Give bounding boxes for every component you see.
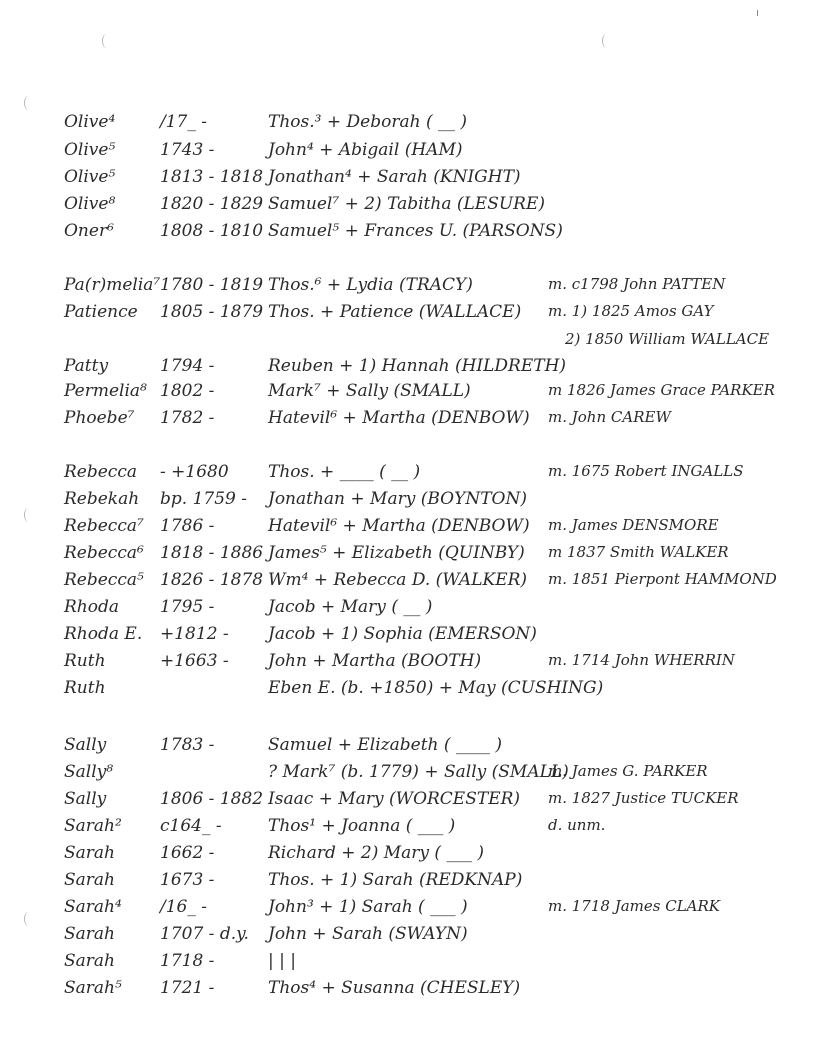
entry-dates: c164_ - xyxy=(160,816,222,836)
entry-marriage: m. 1827 Justice TUCKER xyxy=(548,789,739,807)
entry-row xyxy=(0,978,816,1004)
entry-parents: Jonathan + Mary (BOYNTON) xyxy=(268,489,527,509)
entry-parents: John + Martha (BOOTH) xyxy=(268,651,482,671)
entry-dates: 1818 - 1886 xyxy=(160,543,264,563)
entry-row xyxy=(0,516,816,542)
entry-row xyxy=(0,275,816,301)
entry-name: Rhoda E. xyxy=(64,624,143,644)
entry-parents: Thos. + Patience (WALLACE) xyxy=(268,302,522,322)
entry-name: Sally xyxy=(64,789,107,809)
entry-name: Sarah xyxy=(64,870,115,890)
entry-name: Rebekah xyxy=(64,489,140,509)
entry-parents: Isaac + Mary (WORCESTER) xyxy=(268,789,521,809)
entry-name: Phoebe⁷ xyxy=(64,408,135,428)
entry-dates: bp. 1759 - xyxy=(160,489,247,509)
entry-parents: Hatevil⁶ + Martha (DENBOW) xyxy=(268,408,530,428)
entry-marriage: m. c1798 John PATTEN xyxy=(548,275,726,293)
entry-parents: ? Mark⁷ (b. 1779) + Sally (SMALL) xyxy=(268,762,569,782)
entry-dates: /17_ - xyxy=(160,112,208,132)
entry-marriage: m 1837 Smith WALKER xyxy=(548,543,729,561)
entry-dates: 1795 - xyxy=(160,597,215,617)
entry-name: Rebecca⁵ xyxy=(64,570,144,590)
entry-row xyxy=(0,897,816,923)
entry-name: Sarah⁴ xyxy=(64,897,122,917)
entry-dates: 1794 - xyxy=(160,356,215,376)
entry-name: Rebecca⁷ xyxy=(64,516,144,536)
entry-parents: Thos. + 1) Sarah (REDKNAP) xyxy=(268,870,523,890)
patience-second-marriage: 2) 1850 William WALLACE xyxy=(565,330,770,348)
entry-dates: 1780 - 1819 xyxy=(160,275,264,295)
entry-parents: John⁴ + Abigail (HAM) xyxy=(268,140,463,160)
entry-dates: - +1680 xyxy=(160,462,229,482)
entry-row xyxy=(0,951,816,977)
entry-row xyxy=(0,356,816,382)
entry-parents: Richard + 2) Mary ( ___ ) xyxy=(268,843,485,863)
entry-parents: Thos. + ____ ( __ ) xyxy=(268,462,421,482)
entry-parents: Hatevil⁶ + Martha (DENBOW) xyxy=(268,516,530,536)
entry-parents: Thos.⁶ + Lydia (TRACY) xyxy=(268,275,473,295)
entry-marriage: d. unm. xyxy=(548,816,606,834)
entry-marriage: m. 1714 John WHERRIN xyxy=(548,651,735,669)
entry-name: Olive⁵ xyxy=(64,140,116,160)
entry-dates: 1808 - 1810 xyxy=(160,221,264,241)
entry-marriage: m. 1) 1825 Amos GAY xyxy=(548,302,714,320)
entry-name: Permelia⁸ xyxy=(64,381,147,401)
entry-name: Sarah² xyxy=(64,816,122,836)
entry-dates: 1782 - xyxy=(160,408,215,428)
entry-row xyxy=(0,221,816,247)
entry-name: Sarah xyxy=(64,951,115,971)
entry-dates: +1663 - xyxy=(160,651,229,671)
entry-parents: Reuben + 1) Hannah (HILDRETH) xyxy=(268,356,567,376)
entry-dates: 1673 - xyxy=(160,870,215,890)
entry-row xyxy=(0,843,816,869)
entry-row xyxy=(0,381,816,407)
entry-parents: Thos.³ + Deborah ( __ ) xyxy=(268,112,468,132)
entry-name: Olive⁴ xyxy=(64,112,116,132)
entry-marriage: m. John CAREW xyxy=(548,408,671,426)
entry-row xyxy=(0,624,816,650)
entry-marriage: m. James DENSMORE xyxy=(548,516,719,534)
entry-row xyxy=(0,816,816,842)
punch-hole-top-left xyxy=(102,34,111,48)
entry-dates: 1820 - 1829 xyxy=(160,194,264,214)
entry-row xyxy=(0,789,816,815)
entry-parents: Samuel + Elizabeth ( ____ ) xyxy=(268,735,502,755)
entry-row xyxy=(0,597,816,623)
entry-dates: 1707 - d.y. xyxy=(160,924,249,944)
entry-dates: 1813 - 1818 xyxy=(160,167,264,187)
entry-name: Olive⁵ xyxy=(64,167,116,187)
entry-row xyxy=(0,570,816,596)
entry-marriage: m. 1675 Robert INGALLS xyxy=(548,462,744,480)
entry-dates: /16_ - xyxy=(160,897,208,917)
entry-dates: 1802 - xyxy=(160,381,215,401)
entry-parents: Jacob + 1) Sophia (EMERSON) xyxy=(268,624,537,644)
entry-name: Sarah⁵ xyxy=(64,978,122,998)
entry-parents: John + Sarah (SWAYN) xyxy=(268,924,468,944)
entry-name: Rebecca xyxy=(64,462,137,482)
entry-name: Rebecca⁶ xyxy=(64,543,144,563)
entry-parents: Thos⁴ + Susanna (CHESLEY) xyxy=(268,978,521,998)
entry-name: Pa(r)melia⁷ xyxy=(64,275,161,295)
entry-row xyxy=(0,489,816,515)
entry-dates: 1786 - xyxy=(160,516,215,536)
entry-parents: | | | xyxy=(268,951,296,971)
entry-row xyxy=(0,112,816,138)
entry-name: Rhoda xyxy=(64,597,120,617)
entry-name: Ruth xyxy=(64,651,106,671)
entry-parents: Samuel⁷ + 2) Tabitha (LESURE) xyxy=(268,194,546,214)
entry-dates: 1718 - xyxy=(160,951,215,971)
entry-name: Patty xyxy=(64,356,109,376)
entry-parents: Eben E. (b. +1850) + May (CUSHING) xyxy=(268,678,604,698)
entry-marriage: m. 1718 James CLARK xyxy=(548,897,720,915)
entry-row xyxy=(0,678,816,704)
entry-row xyxy=(0,167,816,193)
entry-name: Oner⁶ xyxy=(64,221,114,241)
entry-parents: Samuel⁵ + Frances U. (PARSONS) xyxy=(268,221,563,241)
punch-hole-left-top xyxy=(24,96,33,110)
entry-row xyxy=(0,735,816,761)
entry-name: Sarah xyxy=(64,924,115,944)
entry-parents: Jacob + Mary ( __ ) xyxy=(268,597,433,617)
entry-parents: Jonathan⁴ + Sarah (KNIGHT) xyxy=(268,167,521,187)
entry-dates: 1826 - 1878 xyxy=(160,570,264,590)
entry-marriage: m. 1851 Pierpont HAMMOND xyxy=(548,570,777,588)
entry-dates: 1662 - xyxy=(160,843,215,863)
entry-parents: James⁵ + Elizabeth (QUINBY) xyxy=(268,543,525,563)
entry-name: Ruth xyxy=(64,678,106,698)
entry-dates: 1721 - xyxy=(160,978,215,998)
entry-row xyxy=(0,870,816,896)
entry-dates: 1783 - xyxy=(160,735,215,755)
entry-dates: 1805 - 1879 xyxy=(160,302,264,322)
entry-row xyxy=(0,140,816,166)
entry-row xyxy=(0,462,816,488)
entry-dates: 1806 - 1882 xyxy=(160,789,264,809)
entry-name: Sarah xyxy=(64,843,115,863)
entry-row xyxy=(0,543,816,569)
entry-row xyxy=(0,762,816,788)
entry-row xyxy=(0,651,816,677)
entry-row xyxy=(0,408,816,434)
entry-name: Sally xyxy=(64,735,107,755)
entry-name: Olive⁸ xyxy=(64,194,116,214)
entry-parents: Mark⁷ + Sally (SMALL) xyxy=(268,381,471,401)
entry-parents: Thos¹ + Joanna ( ___ ) xyxy=(268,816,456,836)
entry-marriage: m. James G. PARKER xyxy=(548,762,708,780)
entry-marriage: m 1826 James Grace PARKER xyxy=(548,381,775,399)
entry-dates: +1812 - xyxy=(160,624,229,644)
entry-dates: 1743 - xyxy=(160,140,215,160)
punch-hole-top-right xyxy=(602,34,611,48)
entry-parents: John³ + 1) Sarah ( ___ ) xyxy=(268,897,468,917)
entry-row xyxy=(0,924,816,950)
entry-name: Patience xyxy=(64,302,138,322)
entry-name: Sally⁸ xyxy=(64,762,114,782)
entry-parents: Wm⁴ + Rebecca D. (WALKER) xyxy=(268,570,528,590)
edge-mark xyxy=(757,10,758,16)
entry-row xyxy=(0,194,816,220)
entry-row xyxy=(0,302,816,328)
